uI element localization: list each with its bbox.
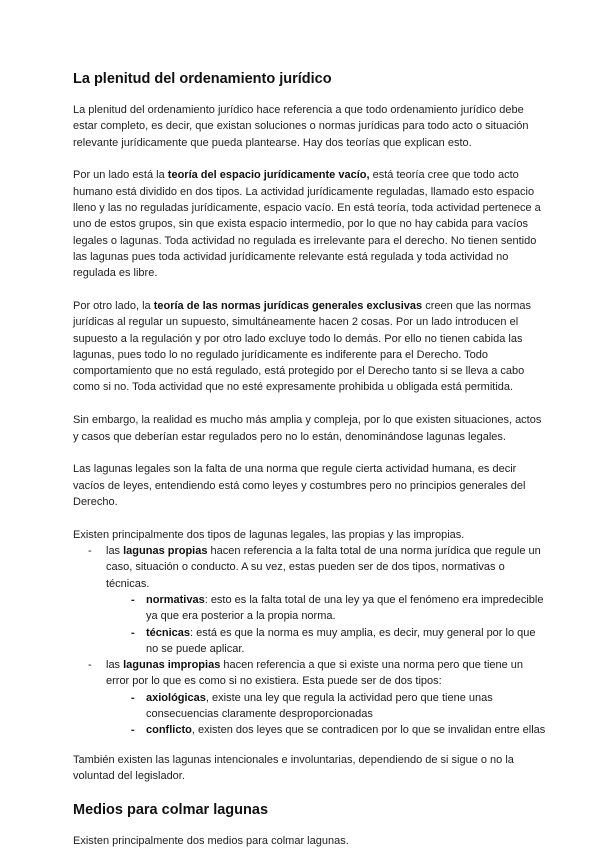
list-item-tecnicas [131, 625, 547, 658]
bold-term: técnicas [146, 626, 191, 639]
document-content [73, 70, 547, 865]
bold-term: lagunas impropias [123, 659, 221, 672]
bold-term: teoría de las normas jurídicas generales exclusivas [153, 299, 423, 312]
paragraph-intencionales: También existen las lagunas intencionales e involuntarias, dependiendo de si sigue o no la voluntad del legislador. [73, 753, 514, 782]
paragraph-intro: La plenitud del ordenamiento jurídico hace referencia a que todo ordenamiento jurídico debe estar completo, es decir, que existan soluciones o normas jurídicas para todo acto o situación relevante jurídicamente que pueda plantearse. Hay dos teorías que explican esto. [73, 104, 529, 149]
list-bullet: - [131, 626, 135, 639]
text: : esto es la falta total de una ley ya que el fenómeno era impredecible ya que era posterior a la propia norma. [146, 593, 544, 623]
list-bullet: - [88, 659, 92, 672]
text: las [106, 659, 124, 672]
text: Por otro lado, la [73, 299, 154, 312]
bold-term: axiológicas [146, 691, 206, 704]
lagunas-list [73, 543, 547, 739]
list-bullet: - [88, 545, 92, 558]
text: las [106, 545, 124, 558]
list-item-normativas [131, 592, 547, 625]
list-item-impropias [73, 657, 547, 738]
paragraph-normas-exclusivas [73, 298, 547, 396]
text: , existen dos leyes que se contradicen por lo que se invalidan entre ellas [191, 724, 546, 737]
paragraph-espacio-vacio [73, 167, 547, 281]
text: está teoría cree que todo acto humano está dividido en dos tipos. La actividad jurídicamente reguladas, llamado esto espacio lleno y las no reguladas jurídicamente, espacio vacío. En está teoría, toda actividad pertenece a uno de estos grupos, sin que exista espacio intermedio, por lo que no hay cabida para vacíos legales o lagunas. Toda actividad no regulada es irrelevante para el derecho. No tienen sentido las lagunas pues toda actividad jurídicamente relevante está regulada y toda actividad no regulada es libre. [73, 169, 541, 280]
text: Por un lado está la [73, 169, 168, 182]
paragraph-realidad: Sin embargo, la realidad es mucho más amplia y compleja, por lo que existen situaciones, actos y casos que deberían estar regulados pero no lo están, denominándose lagunas legales. [73, 414, 542, 443]
paragraph-tipos: Existen principalmente dos tipos de lagunas legales, las propias y las impropias. [73, 528, 465, 541]
bold-term: teoría del espacio jurídicamente vacío, [167, 169, 370, 182]
section-title: La plenitud del ordenamiento jurídico [73, 71, 332, 87]
text: hacen referencia a la falta total de una norma jurídica que regule un caso, situación o conducto. A su vez, estas pueden ser de dos tipos, normativas o técnicas. [106, 545, 541, 590]
section-title-medios: Medios para colmar lagunas [73, 801, 269, 818]
sublist-impropias [131, 690, 547, 739]
sublist-propias [131, 592, 547, 657]
list-bullet: - [131, 691, 135, 704]
bold-term: conflicto [146, 724, 192, 737]
list-bullet: - [131, 593, 135, 606]
text: , existe una ley que regula la actividad pero que tiene unas consecuencias claramente desproporcionadas [146, 691, 493, 720]
paragraph-lagunas-legales: Las lagunas legales son la falta de una norma que regule cierta actividad humana, es decir vacíos de leyes, entendiendo está como leyes y costumbres pero no principios generales del Derecho. [73, 463, 526, 508]
text: : está es que la norma es muy amplia, es decir, muy general por lo que no se puede aplicar. [146, 626, 536, 655]
text: hacen referencia a que si existe una norma pero que tiene un error por lo que es como si no existiera. Esta puede ser de dos tipos: [106, 659, 524, 688]
list-item-conflicto [131, 722, 547, 738]
bold-term: lagunas propias [123, 545, 208, 558]
text: creen que las normas jurídicas al regular un supuesto, simultáneamente hacen 2 cosas. Por un lado introducen el supuesto a la regulación y por otro lado excluye todo lo demás. Por ello no tienen cabida las lagunas, pues todo lo no regulado jurídicamente es indiferente para el Derecho. Todo comportamiento que no está regulado, está protegido por el Derecho tanto si se lleva a cabo como si no. Toda actividad que no esté expresamente prohibida u obligada está permitida. [73, 299, 531, 394]
list-item-axiologicas [131, 690, 547, 723]
list-item-propias [73, 543, 547, 657]
list-bullet: - [131, 724, 135, 737]
paragraph-medios: Existen principalmente dos medios para colmar lagunas. [73, 834, 349, 847]
bold-term: normativas [146, 593, 205, 606]
